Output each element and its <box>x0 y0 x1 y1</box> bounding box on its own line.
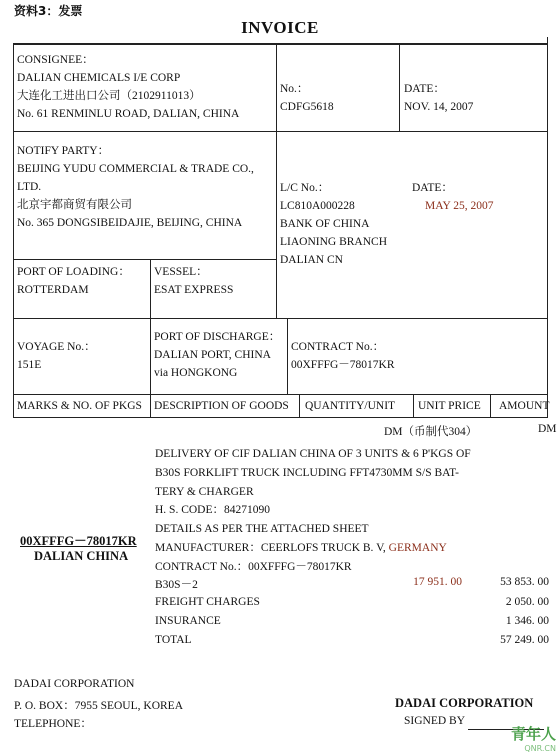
item-amount: 53 853. 00 <box>500 576 549 588</box>
seller-po-box: P. O. BOX：7955 SEOUL, KOREA <box>14 700 183 712</box>
lc-label: L/C No.： <box>280 182 330 194</box>
consignee-address: No. 61 RENMINLU ROAD, DALIAN, CHINA <box>17 108 240 120</box>
consignee-label: CONSIGNEE： <box>17 54 94 66</box>
contract-block <box>291 338 395 374</box>
column-amount: AMOUNT <box>499 400 550 412</box>
notify-party-label: NOTIFY PARTY： <box>17 145 110 157</box>
frame-left <box>13 43 14 418</box>
item-name: TOTAL <box>155 634 192 646</box>
notify-party-name-1: BEIJING YUDU COMMERCIAL & TRADE CO., <box>17 163 254 175</box>
frame-bottom <box>13 417 548 418</box>
port-loading-block <box>17 263 130 299</box>
description-line-4: H. S. CODE：84271090 <box>155 504 271 517</box>
column-marks: MARKS & NO. OF PKGS <box>17 400 142 412</box>
consignee-name-cn: 大连化工进出口公司（2102911013） <box>17 90 201 102</box>
notify-party-address: No. 365 DONGSIBEIDAJIE, BEIJING, CHINA <box>17 217 243 229</box>
vline-discharge <box>150 318 151 418</box>
vessel-block <box>154 263 233 299</box>
port-discharge-block <box>154 328 280 382</box>
item-unit-price: 17 951. 00 <box>413 576 462 588</box>
vessel-label: VESSEL： <box>154 266 208 278</box>
signed-by-label: SIGNED BY <box>404 715 466 727</box>
voyage-value: 151E <box>17 359 42 371</box>
currency-unit-price: DM（币制代304） <box>384 426 478 438</box>
lc-bank-1: BANK OF CHINA <box>280 218 370 230</box>
contract-label: CONTRACT No.： <box>291 341 385 353</box>
vline-amount <box>490 394 491 418</box>
lc-date-block <box>412 179 493 215</box>
invoice-date-value: NOV. 14, 2007 <box>404 101 474 113</box>
watermark-url: QNR.CN <box>524 744 556 753</box>
invoice-no-value: CDFG5618 <box>280 101 334 113</box>
invoice-date-block <box>404 80 473 116</box>
lc-bank-3: DALIAN CN <box>280 254 343 266</box>
shipping-mark-1: 00XFFFG－78017KR <box>20 534 137 548</box>
seller-company: DADAI CORPORATION <box>14 678 135 690</box>
invoice-no-label: No.： <box>280 83 309 95</box>
hline-3 <box>13 318 548 319</box>
notify-party-block <box>17 142 254 232</box>
item-amount: 1 346. 00 <box>505 615 549 627</box>
item-name: INSURANCE <box>155 615 221 627</box>
currency-amount: DM <box>538 423 557 435</box>
vline-unit-price <box>413 394 414 418</box>
lc-value: LC810A000228 <box>280 200 355 212</box>
contract-value: 00XFFFG－78017KR <box>291 359 395 371</box>
port-loading-label: PORT OF LOADING： <box>17 266 130 278</box>
corner-tick <box>547 37 548 47</box>
invoice-no-block <box>280 80 334 116</box>
lc-date-value: MAY 25, 2007 <box>425 200 494 212</box>
manufacturer-country: GERMANY <box>388 541 447 554</box>
frame-top <box>13 43 547 45</box>
page-label: 资料3：发票 <box>14 4 83 18</box>
seller-telephone: TELEPHONE： <box>14 718 92 730</box>
signer-company: DADAI CORPORATION <box>395 696 534 710</box>
description-line-5: DETAILS AS PER THE ATTACHED SHEET <box>155 523 369 536</box>
description-line-2: B30S FORKLIFT TRUCK INCLUDING FFT4730MM S/S BAT- <box>155 466 459 479</box>
port-discharge-value-2: via HONGKONG <box>154 367 238 379</box>
port-discharge-label: PORT OF DISCHARGE： <box>154 331 281 343</box>
manufacturer-text: MANUFACTURER：CEERLOFS TRUCK B. V, <box>155 541 389 554</box>
description-line-1: DELIVERY OF CIF DALIAN CHINA OF 3 UNITS & 6 P'KGS OF <box>155 448 471 460</box>
invoice-date-label: DATE： <box>404 83 445 95</box>
description-line-7: CONTRACT No.：00XFFFG－78017KR <box>155 560 352 573</box>
lc-block <box>280 179 387 269</box>
consignee-name: DALIAN CHEMICALS I/E CORP <box>17 72 181 84</box>
vline-contract <box>287 318 288 394</box>
vline-right-block <box>276 44 277 318</box>
description-line-3: TERY & CHARGER <box>155 485 254 498</box>
lc-bank-2: LIAONING BRANCH <box>280 236 388 248</box>
column-description: DESCRIPTION OF GOODS <box>154 400 289 412</box>
hline-4 <box>13 394 548 395</box>
vline-vessel <box>150 259 151 318</box>
item-name: FREIGHT CHARGES <box>155 596 260 608</box>
frame-right <box>547 43 548 418</box>
shipping-mark-2: DALIAN CHINA <box>34 549 129 563</box>
notify-party-name-2: LTD. <box>17 181 42 193</box>
description-line-6 <box>155 539 471 558</box>
vline-quantity <box>299 394 300 418</box>
watermark-logo <box>511 723 556 753</box>
consignee-block <box>17 51 239 123</box>
item-amount: 2 050. 00 <box>505 596 549 608</box>
voyage-label: VOYAGE No.： <box>17 341 96 353</box>
vessel-value: ESAT EXPRESS <box>154 284 234 296</box>
vline-date <box>399 44 400 131</box>
hline-2 <box>13 259 276 260</box>
hline-1 <box>13 131 548 132</box>
column-quantity: QUANTITY/UNIT <box>305 400 396 412</box>
port-discharge-value-1: DALIAN PORT, CHINA <box>154 349 271 361</box>
item-amount: 57 249. 00 <box>500 634 549 646</box>
column-unit-price: UNIT PRICE <box>418 400 481 412</box>
item-name: B30S－2 <box>155 579 198 591</box>
invoice-title: INVOICE <box>241 18 319 37</box>
notify-party-name-cn: 北京宇都商贸有限公司 <box>17 199 132 211</box>
port-loading-value: ROTTERDAM <box>17 284 89 296</box>
lc-date-label: DATE： <box>412 182 453 194</box>
description-block <box>155 445 471 577</box>
watermark-text: 青年人 <box>510 725 556 743</box>
voyage-block <box>17 338 96 374</box>
